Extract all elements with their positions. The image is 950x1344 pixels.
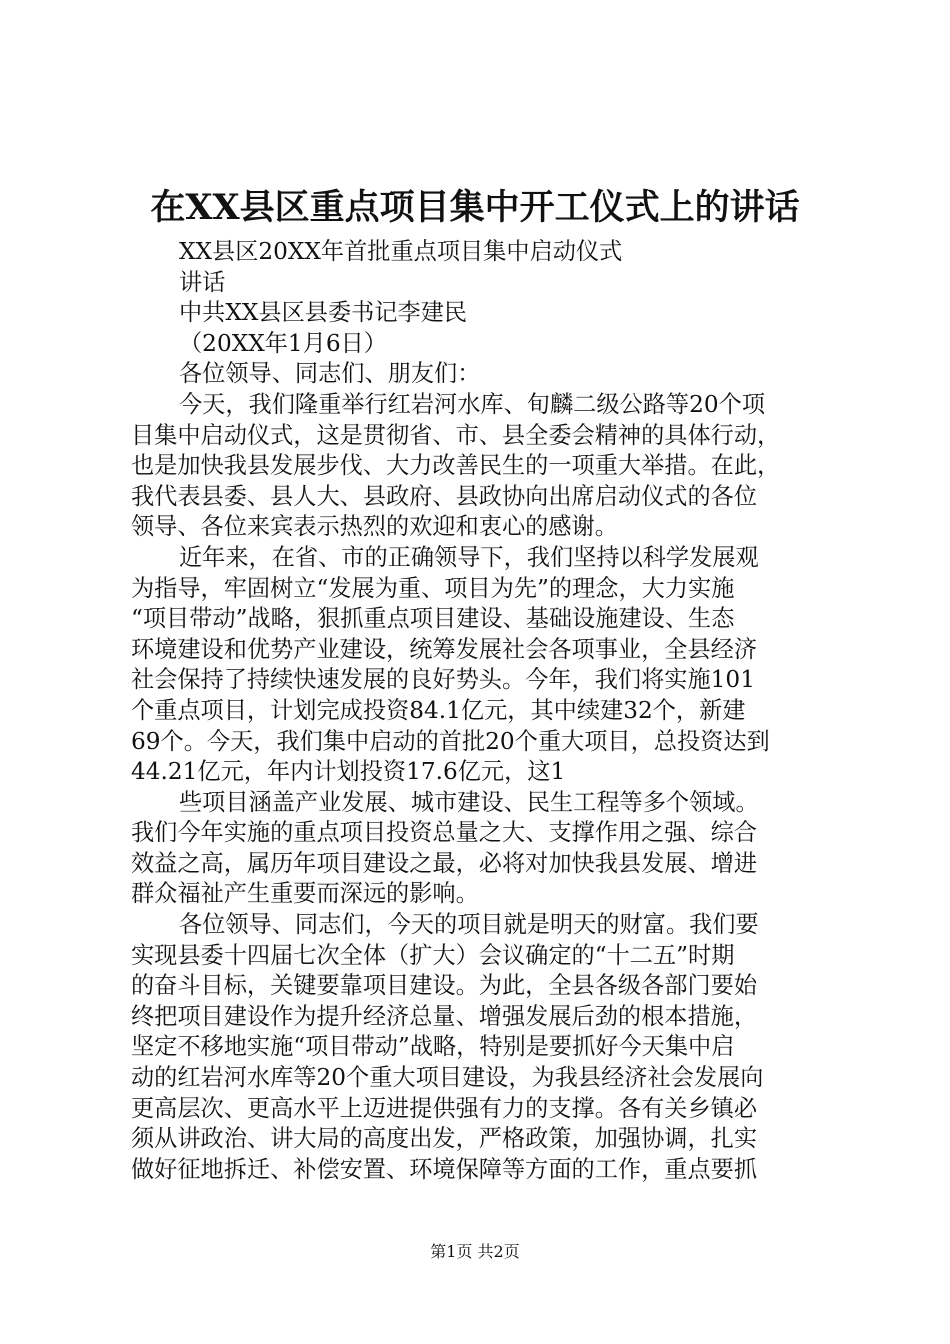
text-line: 领导、各位来宾表示热烈的欢迎和衷心的感谢。	[131, 513, 618, 541]
text-line: XX县区20XX年首批重点项目集中启动仪式	[179, 238, 623, 265]
text-line: 做好征地拆迁、补偿安置、环境保障等方面的工作，重点要抓	[131, 1155, 758, 1183]
text-line: 个重点项目，计划完成投资84.1亿元，其中续建32个，新建	[131, 696, 746, 724]
text-line: 实现县委十四届七次全体（扩大）会议确定的“十二五”时期	[131, 941, 735, 969]
text-line: 各位领导、同志们、朋友们：	[179, 360, 481, 388]
text-line: 动的红岩河水库等20个重大项目建设，为我县经济社会发展向	[131, 1064, 764, 1092]
text-line: 中共XX县区县委书记李建民	[179, 299, 468, 327]
page-footer: 第1页 共2页	[430, 1242, 520, 1261]
document-body	[131, 237, 831, 1185]
text-line: 各位领导、同志们，今天的项目就是明天的财富。我们要	[179, 911, 759, 939]
text-line: 终把项目建设作为提升经济总量、增强发展后劲的根本措施，	[131, 1002, 758, 1030]
text-line: 的奋斗目标，关键要靠项目建设。为此，全县各级各部门要始	[131, 972, 758, 1000]
text-line: 69个。今天，我们集中启动的首批20个重大项目，总投资达到	[131, 727, 770, 755]
text-line: 我代表县委、县人大、县政府、县政协向出席启动仪式的各位	[131, 482, 758, 510]
text-line: 近年来，在省、市的正确领导下，我们坚持以科学发展观	[179, 543, 759, 571]
text-line: “项目带动”战略，狠抓重点项目建设、基础设施建设、生态	[131, 605, 735, 633]
text-line: 44.21亿元，年内计划投资17.6亿元，这1	[131, 758, 566, 786]
document-title: 在XX县区重点项目集中开工仪式上的讲话	[150, 187, 800, 228]
text-line: 效益之高，属历年项目建设之最，必将对加快我县发展、增进	[131, 849, 758, 877]
text-line: 坚定不移地实施“项目带动”战略，特别是要抓好今天集中启	[131, 1033, 735, 1061]
text-line: 些项目涵盖产业发展、城市建设、民生工程等多个领域。	[179, 788, 759, 816]
text-line: 今天，我们隆重举行红岩河水库、旬麟二级公路等20个项	[179, 390, 766, 418]
text-line: 为指导，牢固树立“发展为重、项目为先”的理念，大力实施	[131, 574, 735, 602]
text-line: 群众福祉产生重要而深远的影响。	[131, 880, 479, 908]
text-line: 也是加快我县发展步伐、大力改善民生的一项重大举措。在此，	[131, 452, 781, 480]
text-line: 更高层次、更高水平上迈进提供强有力的支撑。各有关乡镇必	[131, 1094, 758, 1122]
text-line: （20XX年1月6日）	[179, 329, 387, 357]
text-line: 须从讲政治、讲大局的高度出发，严格政策，加强协调，扎实	[131, 1125, 758, 1153]
text-line: 目集中启动仪式，这是贯彻省、市、县全委会精神的具体行动，	[131, 421, 781, 449]
text-line: 讲话	[179, 268, 226, 296]
text-line: 我们今年实施的重点项目投资总量之大、支撑作用之强、综合	[131, 819, 758, 847]
text-line: 社会保持了持续快速发展的良好势头。今年，我们将实施101	[131, 666, 755, 694]
text-line: 环境建设和优势产业建设，统筹发展社会各项事业，全县经济	[131, 635, 758, 663]
